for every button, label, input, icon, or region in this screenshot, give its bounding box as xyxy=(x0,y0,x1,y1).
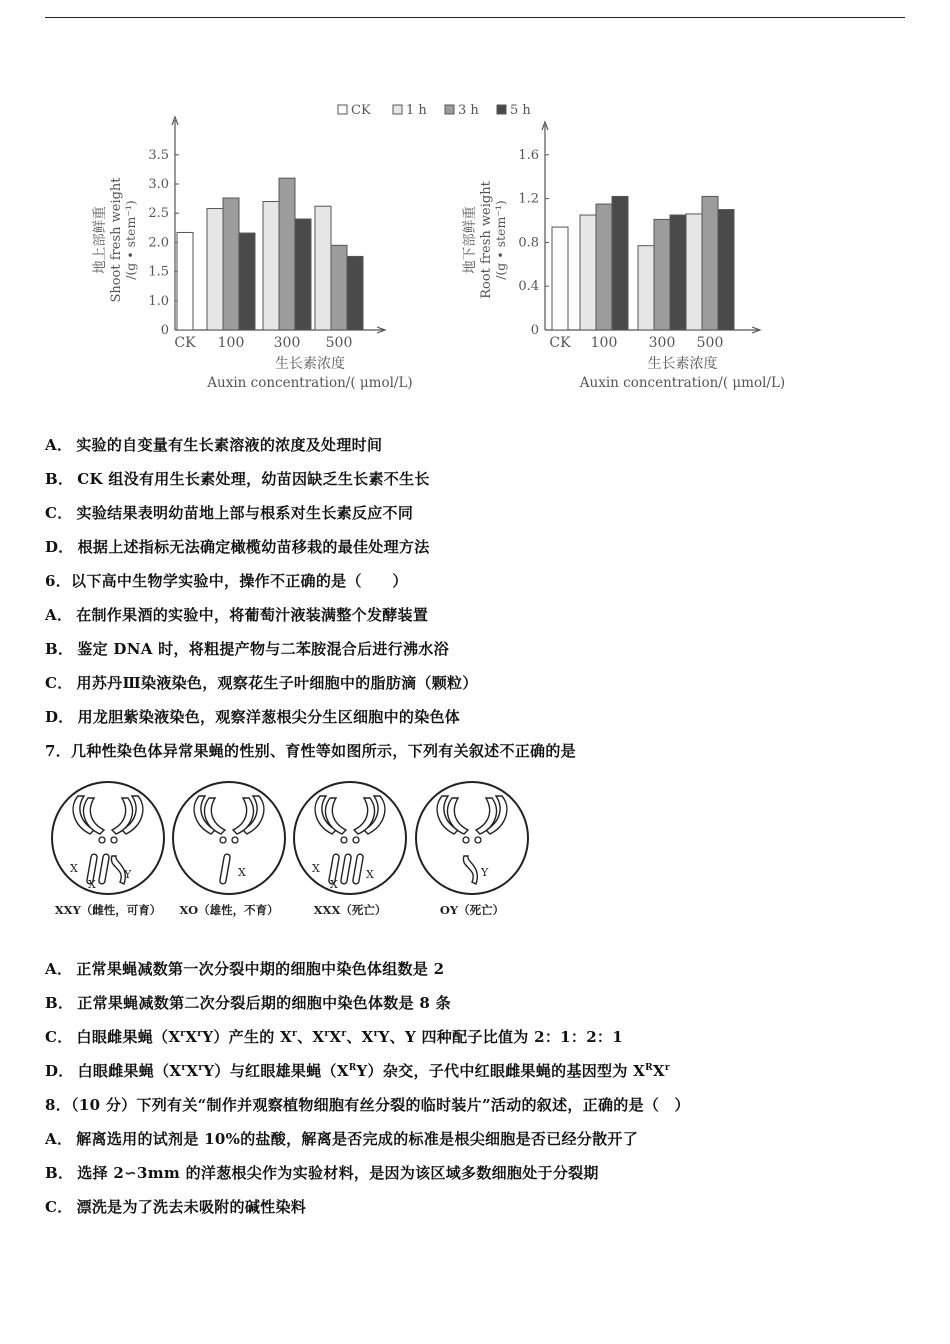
q5-option-d: D． 根据上述指标无法确定橄榄幼苗移栽的最佳处理方法 xyxy=(45,538,430,556)
chromosome-label: X xyxy=(330,878,338,891)
y-tick-label: 1.5 xyxy=(148,264,169,280)
y-tick-label: 2.0 xyxy=(148,235,169,251)
cell-caption: OY（死亡） xyxy=(439,903,505,917)
y-axis-label-en: Root fresh weight xyxy=(479,181,494,299)
q6-option-b: B． 鉴定 DNA 时，将粗提产物与二苯胺混合后进行沸水浴 xyxy=(45,640,449,658)
legend-swatch-1 xyxy=(393,105,402,114)
bar-1h-300 xyxy=(638,246,654,330)
y-tick-label: 1.0 xyxy=(148,293,169,309)
q8-option-c: C． 漂洗是为了洗去未吸附的碱性染料 xyxy=(45,1198,307,1216)
chart-legend xyxy=(338,103,531,118)
q6-option-c: C． 用苏丹Ⅲ染液染色，观察花生子叶细胞中的脂肪滴（颗粒） xyxy=(45,674,478,692)
q7-option-a: A． 正常果蝇减数第一次分裂中期的细胞中染色体组数是 2 xyxy=(45,960,445,978)
q7-option-d: D． 白眼雌果蝇$(X^rX^rY)$与红眼雄果蝇$(X^RY)$杂交，子代中红眼雌果蝇的基因型为 $X^RX^r$ xyxy=(45,1062,670,1080)
cell-caption: XXY（雌性，可育） xyxy=(54,903,162,917)
cell-outline xyxy=(52,782,164,894)
x-tick-label: 100 xyxy=(217,335,245,351)
y-tick-label: 1.2 xyxy=(518,191,539,207)
bar-1h-300 xyxy=(263,202,279,330)
y-tick-label: 1.6 xyxy=(518,147,539,163)
x-tick-label: 500 xyxy=(325,335,353,351)
q6-option-a: A． 在制作果酒的实验中，将葡萄汁液装满整个发酵装置 xyxy=(45,606,429,624)
y-tick-label: 0 xyxy=(160,323,169,338)
cell-outline xyxy=(294,782,406,894)
chromosome-label: X xyxy=(312,862,320,875)
x-tick-label: 500 xyxy=(696,335,724,351)
bar-1h-100 xyxy=(207,209,223,330)
q6-stem: 6．以下高中生物学实验中，操作不正确的是（ ） xyxy=(45,572,408,590)
bar-5h-500 xyxy=(347,256,363,330)
bar-5h-300 xyxy=(670,215,686,330)
q8-option-b: B． 选择 2∽3mm 的洋葱根尖作为实验材料，是因为该区域多数细胞处于分裂期 xyxy=(45,1164,599,1182)
legend-swatch-3 xyxy=(497,105,506,114)
y-axis-unit: /(g • stem⁻¹) xyxy=(123,200,138,280)
q7-option-c: C． 白眼雌果蝇$(X^rX^rY)$产生的 $X^r$、$X^rX^r$、$X^rY$、Y 四种配子比值为 2：1：2：1 xyxy=(45,1028,623,1046)
cell-1 xyxy=(173,782,285,917)
bar-3h-500 xyxy=(331,245,347,330)
bar-1h-500 xyxy=(686,214,702,330)
cell-2 xyxy=(294,782,406,917)
header-rule xyxy=(45,17,905,18)
cell-outline xyxy=(416,782,528,894)
y-tick-label: 3.0 xyxy=(148,177,169,192)
legend-label-3: 5 h xyxy=(510,103,531,118)
bar-3h-100 xyxy=(596,204,612,330)
x-tick-label: CK xyxy=(174,335,196,351)
chromosome-label: X xyxy=(238,866,246,879)
bar-5h-100 xyxy=(612,196,628,330)
y-tick-label: 0.8 xyxy=(518,235,539,251)
y-tick-label: 0 xyxy=(530,323,539,338)
y-tick-label: 3.5 xyxy=(148,147,169,163)
q8-stem: 8．（10 分）下列有关“制作并观察植物细胞有丝分裂的临时装片”活动的叙述，正确的是（ ） xyxy=(45,1096,690,1114)
q5-option-b: B． CK 组没有用生长素处理，幼苗因缺乏生长素不生长 xyxy=(45,470,430,488)
x-tick-label: 100 xyxy=(590,335,618,351)
bar-1h-100 xyxy=(580,215,596,330)
bar-3h-100 xyxy=(223,198,239,330)
legend-swatch-2 xyxy=(445,105,454,114)
y-axis-labels xyxy=(91,177,138,303)
chromosome-label: Y xyxy=(481,866,489,879)
y-axis-labels xyxy=(461,180,508,298)
legend-swatch-0 xyxy=(338,105,347,114)
bar-5h-500 xyxy=(718,210,734,330)
x-tick-label: 300 xyxy=(273,335,301,351)
chromosome-label: X xyxy=(70,862,78,875)
chromosome-label: X xyxy=(88,878,96,891)
bar-CK-CK xyxy=(177,232,193,330)
y-axis-label-cn: 地上部鲜重 xyxy=(92,206,108,274)
y-tick-label: 0.4 xyxy=(518,279,539,295)
shoot-weight-chart xyxy=(91,117,413,391)
x-tick-label: CK xyxy=(549,335,571,351)
q8-option-a: A． 解离选用的试剂是 10%的盐酸，解离是否完成的标准是根尖细胞是否已经分散开了 xyxy=(45,1130,639,1148)
q7-option-b: B． 正常果蝇减数第二次分裂后期的细胞中染色体数是 8 条 xyxy=(45,994,451,1012)
bar-3h-500 xyxy=(702,196,718,330)
cell-caption: XXX（死亡） xyxy=(313,903,387,917)
chromosome-label: Y xyxy=(124,868,132,881)
cell-outline xyxy=(173,782,285,894)
x-axis-label-cn: 生长素浓度 xyxy=(647,356,718,372)
q5-option-c: C． 实验结果表明幼苗地上部与根系对生长素反应不同 xyxy=(45,504,414,522)
x-axis-label-en: Auxin concentration/( μmol/L) xyxy=(579,375,786,391)
x-axis-label-cn: 生长素浓度 xyxy=(275,356,345,372)
chromosome-label: X xyxy=(366,868,374,881)
cell-caption: XO（雄性，不育） xyxy=(179,903,279,917)
bar-5h-300 xyxy=(295,219,311,330)
cell-3 xyxy=(416,782,528,917)
fruit-fly-chromosome-diagram xyxy=(50,780,550,925)
bar-CK-CK xyxy=(552,227,568,330)
root-weight-chart xyxy=(461,122,785,391)
bar-1h-500 xyxy=(315,206,331,330)
bar-3h-300 xyxy=(279,178,295,330)
y-axis-label-cn: 地下部鲜重 xyxy=(462,206,478,274)
bar-3h-300 xyxy=(654,219,670,330)
legend-label-0: CK xyxy=(351,103,371,118)
y-axis-unit: /(g • stem⁻¹) xyxy=(493,200,508,280)
x-tick-label: 300 xyxy=(648,335,676,351)
q6-option-d: D． 用龙胆紫染液染色，观察洋葱根尖分生区细胞中的染色体 xyxy=(45,708,461,726)
y-axis-label-en: Shoot fresh weight xyxy=(109,177,124,303)
legend-label-2: 3 h xyxy=(458,103,479,118)
x-axis-label-en: Auxin concentration/( μmol/L) xyxy=(207,375,413,391)
y-tick-label: 2.5 xyxy=(148,206,169,222)
cell-0 xyxy=(52,782,164,917)
auxin-bar-charts xyxy=(80,95,800,395)
legend-label-1: 1 h xyxy=(406,103,427,118)
bar-5h-100 xyxy=(239,233,255,330)
q7-stem: 7．几种性染色体异常果蝇的性别、育性等如图所示，下列有关叙述不正确的是 xyxy=(45,742,576,760)
q5-option-a: A． 实验的自变量有生长素溶液的浓度及处理时间 xyxy=(45,436,383,454)
